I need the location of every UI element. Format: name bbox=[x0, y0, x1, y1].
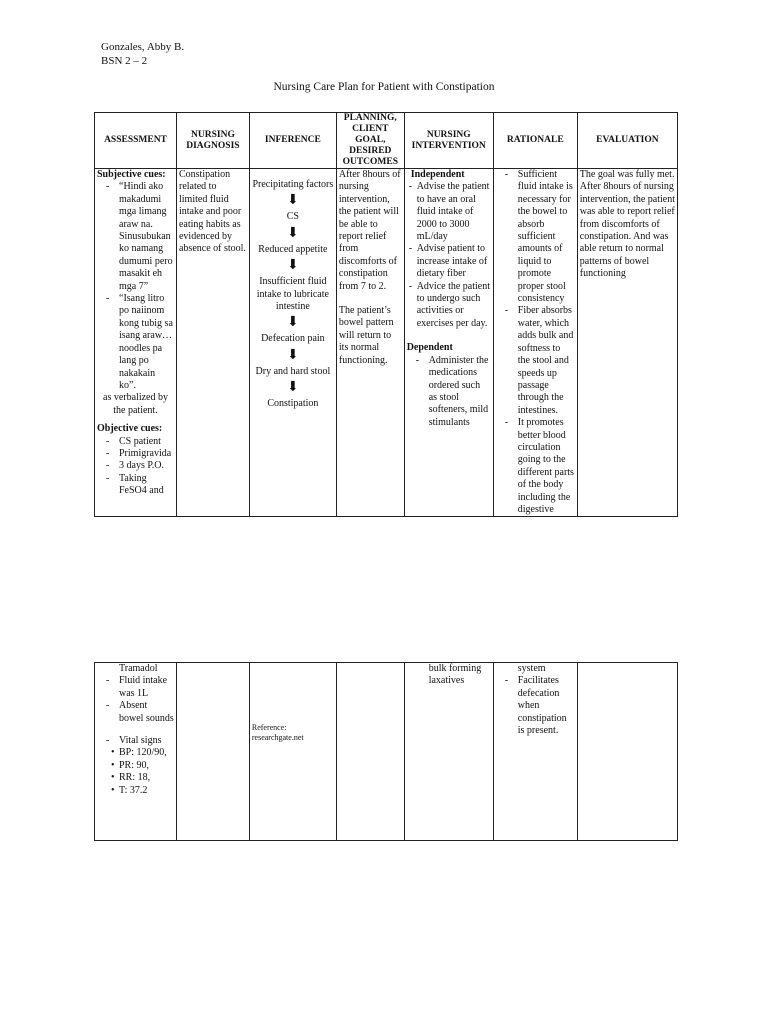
inference-step: Dry and hard stool bbox=[255, 365, 331, 377]
assessment-cell bbox=[95, 663, 177, 841]
diagnosis-cell: Constipation related to limited fluid intake and poor eating habits as evidenced by absence of stool. bbox=[176, 169, 249, 517]
intervention-item: bulk forming laxatives bbox=[428, 663, 482, 687]
verbalized-note: as verbalized by the patient. bbox=[103, 392, 168, 416]
dependent-label: Dependent bbox=[406, 342, 453, 354]
rationale-cell bbox=[493, 663, 577, 841]
inference-step: Constipation bbox=[267, 398, 319, 410]
rationale-item: - It promotes better blood circulation going to the different parts of the body including the digestive bbox=[496, 417, 575, 516]
inference-step: Insufficient fluid intake to lubricate intestine bbox=[256, 276, 329, 313]
vital-sign: • PR: 90, bbox=[97, 760, 174, 772]
student-name: Gonzales, Abby B. bbox=[101, 41, 185, 53]
vital-sign: • RR: 18, bbox=[97, 772, 174, 784]
objective-cue: - Absent bowel sounds bbox=[97, 700, 174, 725]
planning-cell bbox=[336, 663, 404, 841]
intervention-item: - Administer the medications ordered such as stool softeners, mild stimulants bbox=[407, 355, 491, 429]
objective-cue: - 3 days P.O. bbox=[97, 460, 174, 472]
intervention-cell bbox=[404, 169, 493, 517]
care-plan-table-continued bbox=[94, 662, 678, 841]
col-header-evaluation: EVALUATION bbox=[577, 113, 677, 169]
inference-step: Precipitating factors bbox=[252, 179, 334, 190]
care-plan-table bbox=[94, 112, 678, 517]
col-header-inference: INFERENCE bbox=[249, 113, 336, 169]
objective-cue: - Vital signs bbox=[97, 735, 174, 747]
inference-cell bbox=[249, 663, 336, 841]
rationale-item: - Facilitates defecation when constipation is present. bbox=[496, 675, 575, 737]
col-header-assessment: ASSESSMENT bbox=[95, 113, 177, 169]
document-title: Nursing Care Plan for Patient with Constipation bbox=[273, 81, 495, 93]
inference-step: CS bbox=[286, 211, 299, 223]
evaluation-cell bbox=[577, 169, 677, 517]
evaluation-text: The goal was fully met. bbox=[579, 169, 675, 180]
reference-note: Reference: researchgate.net bbox=[251, 723, 304, 742]
rationale-item: - Sufficient fluid intake is necessary for the bowel to absorb sufficient amounts of liquid to promote proper stool consistency bbox=[496, 169, 575, 305]
down-arrow-icon: ⬇ bbox=[287, 225, 299, 241]
independent-label: Independent bbox=[410, 169, 465, 180]
student-section: BSN 2 – 2 bbox=[101, 55, 148, 67]
inference-step: Defecation pain bbox=[261, 333, 325, 345]
planning-goal: After 8hours of nursing intervention, the patient will be able to report relief from discomforts of constipation from 7 to 2. bbox=[338, 169, 401, 292]
evaluation-text: After 8hours of nursing intervention, the patient was able to report relief from discomforts of constipation. And was able return to normal patterns of bowel functioning bbox=[579, 181, 676, 280]
down-arrow-icon: ⬇ bbox=[287, 347, 299, 363]
down-arrow-icon: ⬇ bbox=[287, 380, 299, 396]
down-arrow-icon: ⬇ bbox=[287, 258, 299, 274]
col-header-intervention: NURSING INTERVENTION bbox=[404, 113, 493, 169]
subjective-quote: - “Hindi ako makadumi mga limang araw na. Sinusubukan ko namang dumumi pero masakit eh mga 7” bbox=[97, 181, 174, 293]
planning-cell bbox=[336, 169, 404, 517]
evaluation-cell bbox=[577, 663, 677, 841]
intervention-item: - Advise the patient to have an oral fluid intake of 2000 to 3000 mL/day bbox=[407, 181, 491, 243]
subjective-quote: - “Isang litro po naiinom kong tubig sa isang araw… noodles pa lang po nakakain ko”. bbox=[97, 293, 174, 392]
intervention-cell bbox=[404, 663, 493, 841]
planning-goal: The patient’s bowel pattern will return to its normal functioning. bbox=[338, 305, 394, 366]
table-header-row bbox=[95, 113, 678, 169]
subjective-label: Subjective cues: bbox=[97, 169, 166, 180]
objective-cue: - Primigravida bbox=[97, 448, 174, 460]
objective-cue: - CS patient bbox=[97, 436, 174, 448]
col-header-planning: PLANNING, CLIENT GOAL, DESIRED OUTCOMES bbox=[336, 113, 404, 169]
vital-sign: • T: 37.2 bbox=[97, 785, 174, 797]
table-row bbox=[95, 169, 678, 517]
intervention-item: - Advise patient to increase intake of dietary fiber bbox=[407, 243, 491, 280]
col-header-rationale: RATIONALE bbox=[493, 113, 577, 169]
col-header-diagnosis: NURSING DIAGNOSIS bbox=[176, 113, 249, 169]
objective-label: Objective cues: bbox=[97, 423, 163, 435]
down-arrow-icon: ⬇ bbox=[287, 193, 299, 209]
inference-cell bbox=[249, 169, 336, 517]
table-row bbox=[95, 663, 678, 841]
rationale-item: - Fiber absorbs water, which adds bulk and softness to the stool and speeds up passage through the intestines. bbox=[496, 305, 575, 417]
rationale-cell bbox=[493, 169, 577, 517]
intervention-item: - Advice the patient to undergo such activities or exercises per day. bbox=[407, 281, 491, 331]
inference-step: Reduced appetite bbox=[258, 243, 328, 255]
assessment-cell bbox=[95, 169, 177, 517]
vital-sign: • BP: 120/90, bbox=[97, 747, 174, 759]
down-arrow-icon: ⬇ bbox=[287, 315, 299, 331]
objective-cue: - Fluid intake was 1L bbox=[97, 675, 174, 700]
diagnosis-cell bbox=[176, 663, 249, 841]
objective-cue: - Taking FeSO4 and bbox=[97, 473, 174, 498]
rationale-item: system bbox=[517, 663, 546, 674]
objective-cue: Tramadol bbox=[119, 663, 158, 674]
